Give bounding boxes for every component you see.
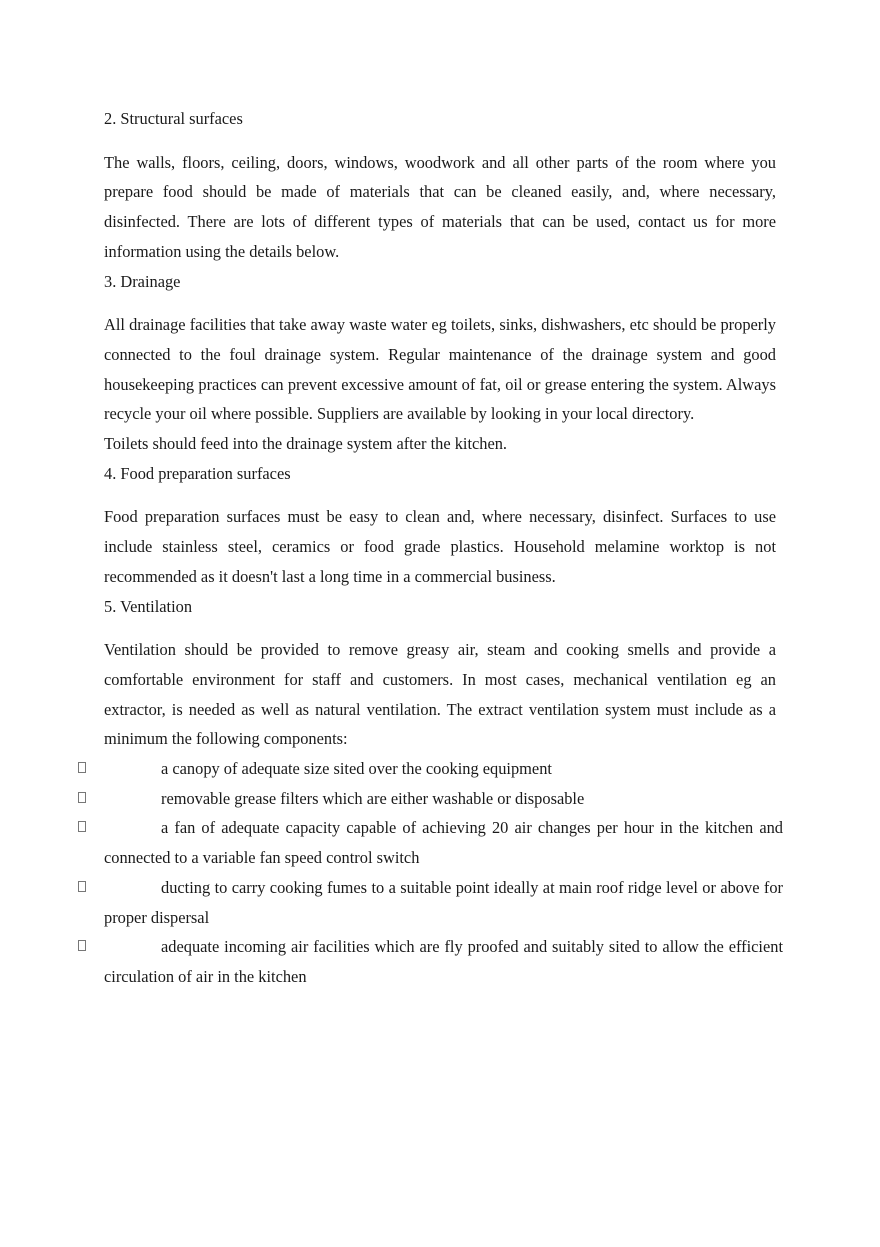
list-item-text: a fan of adequate capacity capable of achieving 20 air changes per hour in the kitchen and connected to a variable fan speed control switch	[104, 818, 783, 868]
list-item-text: adequate incoming air facilities which are fly proofed and suitably sited to allow the efficient circulation of air in the kitchen	[104, 937, 783, 986]
bullet-box-icon	[78, 792, 86, 803]
bullet-box-icon	[78, 762, 86, 773]
section-heading-drainage: 3. Drainage	[104, 271, 181, 291]
structural-surfaces-paragraph: The walls, floors, ceiling, doors, windows, woodwork and all other parts of the room where you prepare food should be made of materials that can be cleaned easily, and, where necessary, disinfected. There are lots of different types of materials that can be used, contact us for more information using the details below.	[104, 152, 776, 261]
list-item-text: ducting to carry cooking fumes to a suitable point ideally at main roof ridge level or above for proper dispersal	[104, 877, 783, 927]
bullet-box-icon	[78, 940, 86, 951]
list-item	[104, 754, 783, 784]
list-item	[104, 784, 783, 814]
ventilation-components-list	[104, 754, 783, 992]
list-item	[104, 813, 783, 872]
document-body	[104, 104, 783, 992]
list-item-text: removable grease filters which are either washable or disposable	[161, 788, 585, 808]
list-item	[104, 873, 783, 932]
drainage-toilets-note: Toilets should feed into the drainage system after the kitchen.	[104, 434, 508, 454]
bullet-box-icon	[78, 821, 86, 832]
bullet-box-icon	[78, 881, 86, 892]
list-item-text: a canopy of adequate size sited over the cooking equipment	[161, 759, 552, 779]
drainage-paragraph: All drainage facilities that take away waste water eg toilets, sinks, dishwashers, etc should be properly connected to the foul drainage system. Regular maintenance of the drainage system and good housekeeping practices can prevent excessive amount of fat, oil or grease entering the system. Always recycle your oil where possible. Suppliers are available by looking in your local directory.	[104, 315, 776, 424]
section-heading-food-preparation-surfaces: 4. Food preparation surfaces	[104, 463, 291, 483]
ventilation-paragraph: Ventilation should be provided to remove greasy air, steam and cooking smells and provide a comfortable environment for staff and customers. In most cases, mechanical ventilation eg an extractor, is needed as well as natural ventilation. The extract ventilation system must include as a minimum the following components:	[104, 640, 776, 749]
section-heading-ventilation: 5. Ventilation	[104, 596, 193, 616]
food-preparation-paragraph: Food preparation surfaces must be easy to clean and, where necessary, disinfect. Surfaces to use include stainless steel, ceramics or food grade plastics. Household melamine worktop is not recommended as it doesn't last a long time in a commercial business.	[104, 507, 776, 586]
section-heading-structural-surfaces: 2. Structural surfaces	[104, 109, 243, 128]
list-item	[104, 932, 783, 991]
